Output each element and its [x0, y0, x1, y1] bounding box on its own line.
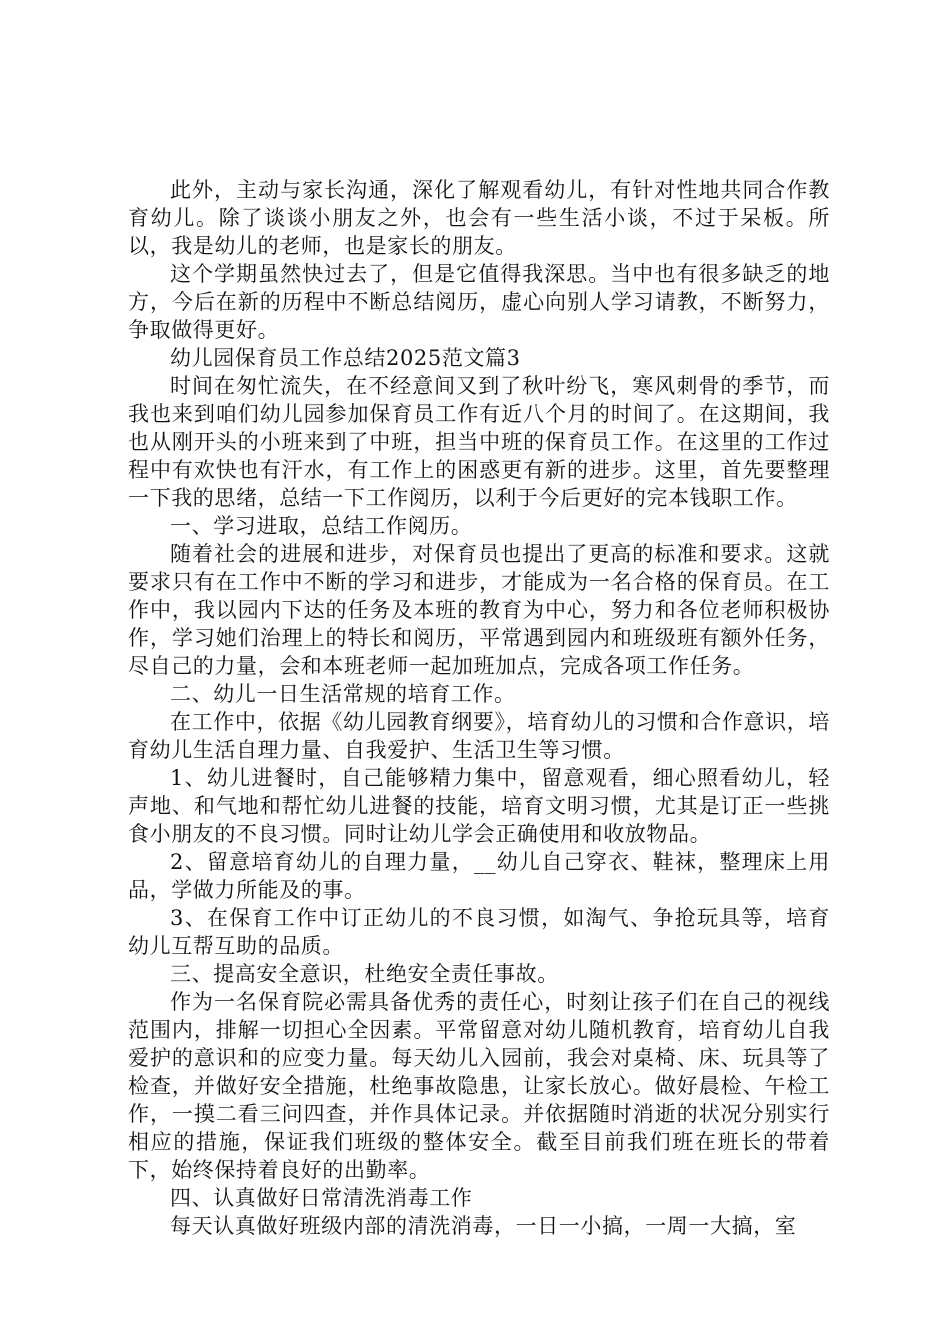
- paragraph-study-progress: 随着社会的进展和进步，对保育员也提出了更高的标准和要求。这就要求只有在工作中不断的学习和进步，才能成为一名合格的保育员。在工作中，我以园内下达的任务及本班的教育为中心，努力和各位老师积极协作，学习她们治理上的特长和阅历，平常遇到园内和班级班有额外任务，尽自己的力量，会和本班老师一起加班加点，完成各项工作任务。: [128, 542, 830, 678]
- paragraph-parent-communication: 此外，主动与家长沟通，深化了解观看幼儿，有针对性地共同合作教育幼儿。除了谈谈小朋友之外，也会有一些生活小谈，不过于呆板。所以，我是幼儿的老师，也是家长的朋友。: [128, 178, 830, 258]
- list-item-mealtime: 1、幼儿进餐时，自己能够精力集中，留意观看，细心照看幼儿，轻声地、和气地和帮忙幼儿进餐的技能，培育文明习惯，尤其是订正一些挑食小朋友的不良习惯。同时让幼儿学会正确使用和收放物品。: [128, 766, 830, 846]
- heading-safety: 三、提高安全意识，杜绝安全责任事故。: [170, 962, 559, 986]
- paragraph-semester-reflection: 这个学期虽然快过去了，但是它值得我深思。当中也有很多缺乏的地方，今后在新的历程中不断总结阅历，虚心向别人学习请教，不断努力，争取做得更好。: [128, 262, 830, 342]
- heading-cleaning: 四、认真做好日常清洗消毒工作: [170, 1186, 473, 1210]
- paragraph-introduction: 时间在匆忙流失，在不经意间又到了秋叶纷飞，寒风刺骨的季节，而我也来到咱们幼儿园参加保育员工作有近八个月的时间了。在这期间，我也从刚开头的小班来到了中班，担当中班的保育员工作。在这里的工作过程中有欢快也有汗水，有工作上的困惑更有新的进步。这里，首先要整理一下我的思绪，总结一下工作阅历，以利于今后更好的完本钱职工作。: [128, 374, 830, 510]
- document-body: [128, 176, 830, 1240]
- section-title: 幼儿园保育员工作总结2025范文篇3: [170, 346, 521, 370]
- heading-study-progress: 一、学习进取，总结工作阅历。: [170, 514, 473, 538]
- list-item-self-care: 2、留意培育幼儿的自理力量，__幼儿自己穿衣、鞋袜，整理床上用品，学做力所能及的事。: [128, 850, 830, 902]
- paragraph-safety: 作为一名保育院必需具备优秀的责任心，时刻让孩子们在自己的视线范围内，排解一切担心全因素。平常留意对幼儿随机教育，培育幼儿自我爱护的意识和的应变力量。每天幼儿入园前，我会对桌椅、床、玩具等了检查，并做好安全措施，杜绝事故隐患，让家长放心。做好晨检、午检工作，一摸二看三问四查，并作具体记录。并依据随时消逝的状况分别实行相应的措施，保证我们班级的整体安全。截至目前我们班在班长的带着下，始终保持着良好的出勤率。: [128, 990, 830, 1182]
- paragraph-daily-routine: 在工作中，依据《幼儿园教育纲要》，培育幼儿的习惯和合作意识，培育幼儿生活自理力量、自我爱护、生活卫生等习惯。: [128, 710, 830, 762]
- list-item-bad-habits: 3、在保育工作中订正幼儿的不良习惯，如淘气、争抢玩具等，培育幼儿互帮互助的品质。: [128, 906, 830, 958]
- paragraph-cleaning: 每天认真做好班级内部的清洗消毒，一日一小搞，一周一大搞，室: [170, 1214, 797, 1238]
- heading-daily-routine: 二、幼儿一日生活常规的培育工作。: [170, 682, 516, 706]
